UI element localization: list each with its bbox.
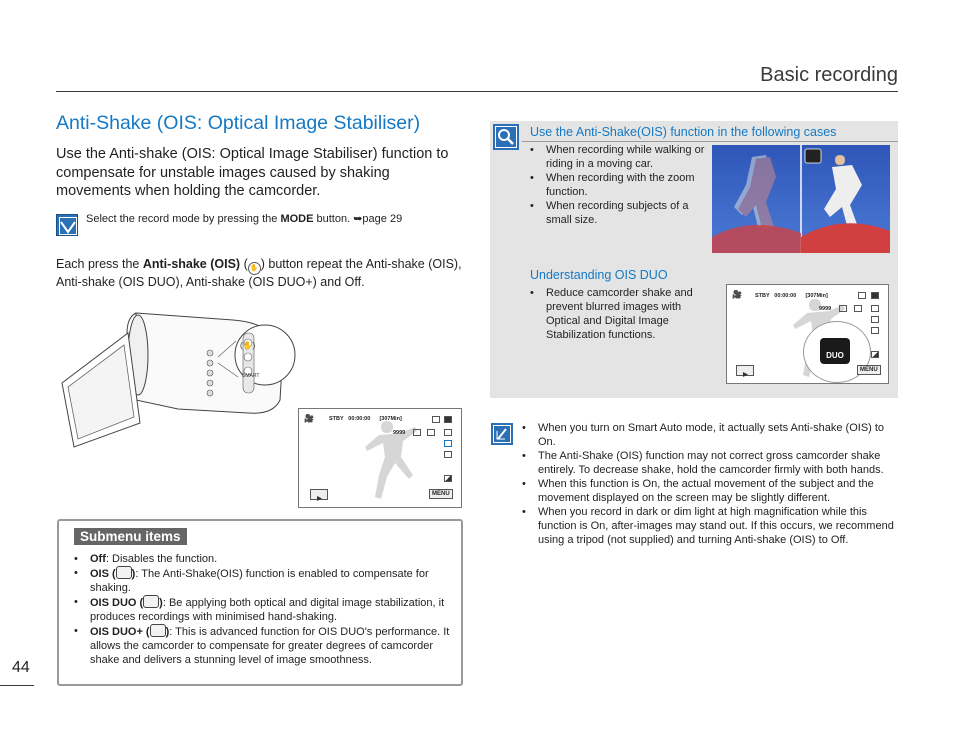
battery-icon xyxy=(444,416,452,423)
exposure-icon xyxy=(444,475,452,482)
header-divider xyxy=(56,91,898,92)
note-item: • When you turn on Smart Auto mode, it actually sets Anti-shake (OIS) to On. xyxy=(522,421,894,449)
quality-icon xyxy=(839,305,847,312)
lcd-screen-ois xyxy=(298,408,462,508)
checkmark-icon xyxy=(56,214,78,236)
submenu-item-desc: : The Anti-Shake(OIS) function is enabled to compensate for shaking. xyxy=(90,568,429,594)
submenu-item-desc: : Disables the function. xyxy=(105,553,218,565)
submenu-item-label-end: ) xyxy=(165,626,170,638)
mode-note-prefix: Select the record mode by pressing the xyxy=(86,213,281,225)
tip-item: • When recording with the zoom function. xyxy=(530,171,710,199)
camera-mode-icon: 🎥 xyxy=(732,290,742,299)
full-hd-icon xyxy=(871,305,879,312)
tip-item: • When recording while walking or riding in a moving car. xyxy=(530,143,710,171)
ois-status-icon xyxy=(854,305,862,312)
svg-text:(✋): (✋) xyxy=(240,341,256,350)
smart-button-label: SMART xyxy=(242,373,260,379)
duo-heading: Understanding OIS DUO xyxy=(530,268,668,282)
exposure-icon xyxy=(871,351,879,358)
submenu-item-desc: : Be applying both optical and digital image stabilization, it produces recordings with minimised hand-shaking. xyxy=(90,597,445,623)
submenu-item-label-end: ) xyxy=(159,597,163,609)
note-item: • When you record in dark or dim light at high magnification while this function is On, after-images may stand out. If this occurs, we recommend using a tripod (not supplied) and turning Anti-shake (OIS) to Off. xyxy=(522,505,894,547)
section-title: Basic recording xyxy=(760,64,898,86)
intro-paragraph: Use the Anti-shake (OIS: Optical Image Stabiliser) function to compensate for unstable images caused by shaking movements when holding the camcorder. xyxy=(56,146,449,199)
lcd-mode: STBY xyxy=(755,293,770,299)
press-instruction xyxy=(56,257,466,290)
submenu-item-label-end: ) xyxy=(131,568,136,580)
playback-button[interactable] xyxy=(310,489,328,500)
mode-note-bold: MODE xyxy=(280,213,314,225)
camcorder-illustration xyxy=(58,305,303,460)
submenu-item-ois xyxy=(74,566,454,595)
ois-button-icon: ✋ xyxy=(248,262,261,275)
ois-duo-icon xyxy=(143,595,159,608)
lcd-status xyxy=(329,416,402,422)
duo-item: • Reduce camcorder shake and prevent blurred images with Optical and Digital Image Stabilization functions. xyxy=(530,286,710,342)
press-mid: ( xyxy=(240,257,248,271)
submenu-item-label: OIS DUO+ ( xyxy=(90,626,150,638)
mode-note-suffix: button. ➥page 29 xyxy=(313,213,403,225)
quality-icon xyxy=(413,429,421,436)
tip-item: • When recording subjects of a small size. xyxy=(530,199,710,227)
lcd-screen-duo xyxy=(726,284,889,384)
duo-list xyxy=(530,286,710,342)
ois-duo-plus-icon xyxy=(150,624,166,637)
note-item: • The Anti-Shake (OIS) function may not correct gross camcorder shake entirely. To decrease shake, hold the camcorder firmly with both hands. xyxy=(522,449,894,477)
ois-duo-badge xyxy=(820,338,850,364)
notes-list xyxy=(522,421,894,547)
battery-icon xyxy=(871,292,879,299)
magnifier-icon xyxy=(493,124,519,150)
note-pencil-icon xyxy=(491,423,513,445)
menu-button[interactable]: MENU xyxy=(429,489,453,499)
tip-heading-divider xyxy=(522,141,898,142)
lcd-time: 00:00:00 xyxy=(348,416,371,422)
press-prefix: Each press the xyxy=(56,257,143,271)
card-icon xyxy=(858,292,866,299)
lcd-remaining: [307Min] xyxy=(379,416,402,422)
lcd-remaining: [307Min] xyxy=(805,293,828,299)
submenu-item-label: Off xyxy=(90,553,106,565)
camera-mode-icon: 🎥 xyxy=(304,414,314,423)
submenu-title: Submenu items xyxy=(74,528,187,545)
lcd-count: 9999 xyxy=(819,306,832,312)
page-title: Anti-Shake (OIS: Optical Image Stabiliser) xyxy=(56,112,421,134)
tip-heading: Use the Anti-Shake(OIS) function in the following cases xyxy=(530,125,837,139)
lcd-status xyxy=(755,293,828,299)
submenu-item-ois-duo-plus xyxy=(74,624,454,667)
lcd-time: 00:00:00 xyxy=(774,293,797,299)
ois-icon xyxy=(116,566,132,579)
page-number-rule xyxy=(0,685,34,686)
submenu-item-desc: : This is advanced function for OIS DUO's performance. It allows the camcorder to compensate for greater degrees of camcorder shake and delivers a stunning level of image smoothness. xyxy=(90,626,450,666)
tip-list xyxy=(530,143,710,227)
comparison-photo xyxy=(712,145,890,253)
submenu-list xyxy=(74,552,454,667)
playback-button[interactable] xyxy=(736,365,754,376)
submenu-item-ois-duo xyxy=(74,595,454,624)
aspect-icon xyxy=(871,327,879,334)
aspect-icon xyxy=(444,451,452,458)
lcd-mode: STBY xyxy=(329,416,344,422)
submenu-item-label: OIS ( xyxy=(90,568,116,580)
card-icon xyxy=(432,416,440,423)
menu-button[interactable]: MENU xyxy=(857,365,881,375)
ois-status-icon xyxy=(427,429,435,436)
press-bold: Anti-shake (OIS) xyxy=(142,257,241,271)
duo-label: DUO xyxy=(826,351,844,360)
submenu-item-label: OIS DUO ( xyxy=(90,597,144,609)
ois-active-icon xyxy=(444,440,452,447)
ois-active-icon xyxy=(871,316,879,323)
full-hd-icon xyxy=(444,429,452,436)
press-suffix: ) button repeat the Anti-shake (OIS), Anti-shake (OIS DUO), Anti-shake (OIS DUO+) and Off. xyxy=(56,257,462,289)
mode-note xyxy=(86,212,402,225)
note-item: • When this function is On, the actual movement of the subject and the movement displayed on the screen may be slightly different. xyxy=(522,477,894,505)
page-number: 44 xyxy=(12,659,30,676)
submenu-item-off xyxy=(74,552,454,566)
lcd-count: 9999 xyxy=(393,430,406,436)
